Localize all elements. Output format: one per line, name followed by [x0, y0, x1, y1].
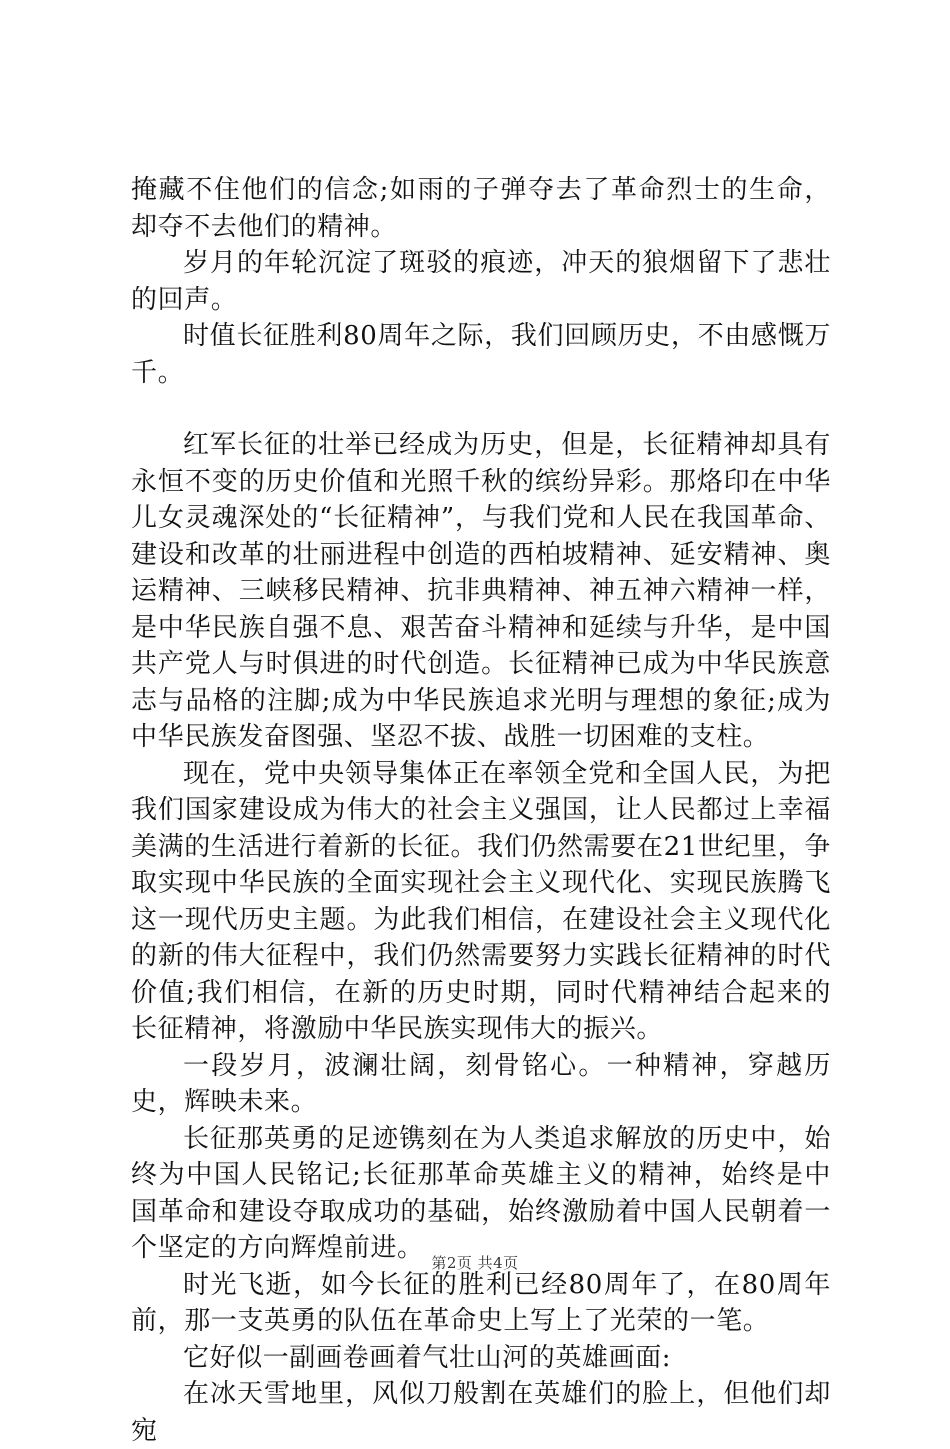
paragraph-5: 现在，党中央领导集体正在率领全党和全国人民，为把我们国家建设成为伟大的社会主义强国，让人民都过上幸福美满的生活进行着新的长征。我们仍然需要在21世纪里，争取实现中华民族的全面实现社会主义现代化、实现民族腾飞这一现代历史主题。为此我们相信，在建设社会主义现代化的新的伟大征程中，我们仍然需要努力实践长征精神的时代价值;我们相信，在新的历史时期，同时代精神结合起来的长征精神，将激励中华民族实现伟大的振兴。 [131, 758, 831, 1044]
paragraph-4: 红军长征的壮举已经成为历史，但是，长征精神却具有永恒不变的历史价值和光照千秋的缤纷异彩。那烙印在中华儿女灵魂深处的“长征精神”，与我们党和人民在我国革命、建设和改革的壮丽进程中创造的西柏坡精神、延安精神、奥运精神、三峡移民精神、抗非典精神、神五神六精神一样，是中华民族自强不息、艰苦奋斗精神和延续与升华，是中国共产党人与时俱进的时代创造。长征精神已成为中华民族意志与品格的注脚;成为中华民族追求光明与理想的象征;成为中华民族发奋图强、坚忍不拔、战胜一切困难的支柱。 [131, 430, 831, 752]
paragraph-7: 长征那英勇的足迹镌刻在为人类追求解放的历史中，始终为中国人民铭记;长征那革命英雄主义的精神，始终是中国革命和建设夺取成功的基础，始终激励着中国人民朝着一个坚定的方向辉煌前进。 [131, 1123, 831, 1263]
page-footer: 第2页 共4页 [431, 1254, 519, 1272]
paragraph-1: 掩藏不住他们的信念;如雨的子弹夺去了革命烈士的生命，却夺不去他们的精神。 [131, 175, 831, 242]
paragraph-10: 在冰天雪地里，风似刀般割在英雄们的脸上，但他们却宛 [131, 1379, 831, 1446]
paragraph-3: 时值长征胜利80周年之际，我们回顾历史，不由感慨万千。 [131, 321, 831, 388]
paragraph-6: 一段岁月，波澜壮阔，刻骨铭心。一种精神，穿越历史，辉映未来。 [131, 1050, 831, 1117]
paragraph-2: 岁月的年轮沉淀了斑驳的痕迹，冲天的狼烟留下了悲壮的回声。 [131, 248, 831, 315]
paragraph-9: 它好似一副画卷画着气壮山河的英雄画面: [183, 1342, 672, 1373]
paragraph-8: 时光飞逝，如今长征的胜利已经80周年了，在80周年前，那一支英勇的队伍在革命史上写上了光荣的一笔。 [131, 1269, 831, 1336]
